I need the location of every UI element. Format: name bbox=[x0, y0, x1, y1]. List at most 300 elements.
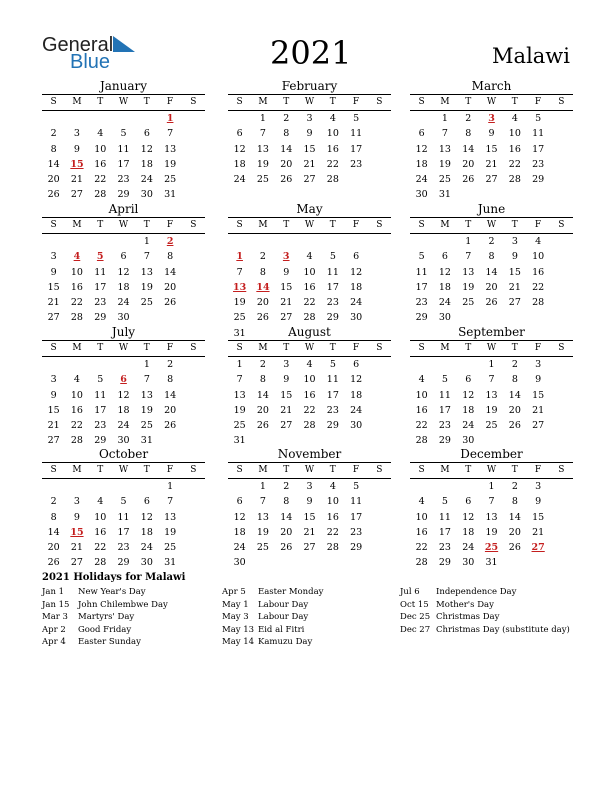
empty-cell bbox=[89, 357, 112, 372]
day-cell: 25 bbox=[256, 542, 269, 554]
month-september bbox=[410, 325, 573, 449]
day-cell: 10 bbox=[415, 511, 428, 523]
day-cell: 25 bbox=[164, 542, 177, 554]
day-cell: 3 bbox=[73, 496, 80, 508]
day-cell: 4 bbox=[97, 496, 104, 508]
empty-cell bbox=[228, 479, 251, 494]
day-cell: 29 bbox=[117, 557, 130, 569]
day-cell: 2 bbox=[167, 359, 174, 370]
day-cell: 7 bbox=[167, 496, 174, 508]
page-title-year: 2021 bbox=[270, 34, 352, 72]
day-cell: 18 bbox=[233, 526, 246, 538]
day-cell: 25 bbox=[485, 420, 498, 432]
day-cell: 7 bbox=[236, 266, 243, 278]
day-cell: 2 bbox=[488, 236, 495, 247]
day-grid bbox=[410, 234, 573, 326]
day-cell: 20 bbox=[280, 158, 293, 170]
day-cell: 3 bbox=[50, 374, 57, 386]
day-cell: 23 bbox=[438, 542, 451, 554]
day-cell: 12 bbox=[233, 511, 246, 523]
month-july bbox=[42, 325, 205, 449]
day-cell: 1 bbox=[259, 113, 266, 124]
day-cell: 22 bbox=[326, 526, 339, 538]
holiday-name: Kamuzu Day bbox=[258, 637, 313, 647]
weekday-header bbox=[42, 463, 205, 479]
day-cell: 20 bbox=[280, 526, 293, 538]
day-cell: 17 bbox=[326, 389, 339, 401]
day-cell: 26 bbox=[280, 542, 293, 554]
day-cell: 11 bbox=[94, 389, 107, 401]
empty-cell bbox=[410, 479, 433, 494]
day-cell: 21 bbox=[70, 542, 83, 554]
day-grid bbox=[42, 111, 205, 203]
day-cell: 29 bbox=[438, 435, 451, 447]
empty-cell bbox=[410, 234, 433, 249]
day-cell: 28 bbox=[415, 435, 428, 447]
day-cell: 3 bbox=[535, 359, 542, 370]
empty-cell bbox=[135, 479, 158, 494]
month-june bbox=[410, 202, 573, 326]
day-cell: 20 bbox=[256, 404, 269, 416]
day-cell: 24 bbox=[462, 420, 475, 432]
weekday-label: T bbox=[329, 220, 336, 230]
day-cell: 6 bbox=[418, 128, 425, 140]
day-cell: 29 bbox=[326, 312, 339, 324]
weekday-label: T bbox=[283, 465, 290, 475]
weekday-label: W bbox=[486, 220, 497, 230]
day-cell: 28 bbox=[70, 435, 83, 447]
weekday-label: T bbox=[329, 97, 336, 107]
day-cell: 30 bbox=[350, 312, 363, 324]
day-cell: 11 bbox=[415, 266, 428, 278]
weekday-label: F bbox=[534, 220, 542, 230]
day-cell: 24 bbox=[438, 297, 451, 309]
day-cell: 17 bbox=[438, 526, 451, 538]
day-cell: 22 bbox=[532, 281, 545, 293]
day-cell: 4 bbox=[329, 481, 336, 492]
empty-cell bbox=[112, 479, 135, 494]
day-cell: 7 bbox=[465, 251, 472, 263]
day-cell: 23 bbox=[438, 420, 451, 432]
day-cell: 6 bbox=[441, 251, 448, 263]
day-cell: 25 bbox=[233, 312, 246, 324]
day-cell: 9 bbox=[50, 389, 57, 401]
day-cell: 18 bbox=[117, 404, 130, 416]
day-cell: 24 bbox=[350, 297, 363, 309]
holiday-date: May 3 bbox=[222, 612, 249, 622]
month-may bbox=[228, 202, 391, 341]
day-cell: 9 bbox=[535, 496, 542, 508]
day-cell: 29 bbox=[350, 542, 363, 554]
empty-cell bbox=[228, 234, 251, 249]
day-cell: 24 bbox=[462, 542, 475, 554]
weekday-label: M bbox=[258, 220, 268, 230]
weekday-label: T bbox=[283, 343, 290, 353]
day-cell: 27 bbox=[303, 542, 316, 554]
day-cell: 18 bbox=[233, 158, 246, 170]
holiday-name: Christmas Day bbox=[436, 612, 500, 622]
day-cell: 4 bbox=[329, 113, 336, 124]
day-cell: 1 bbox=[167, 481, 174, 492]
day-cell: 6 bbox=[465, 374, 472, 386]
day-cell: 24 bbox=[233, 542, 246, 554]
day-cell: 22 bbox=[70, 297, 83, 309]
holiday-name: Good Friday bbox=[78, 624, 132, 635]
weekday-label: S bbox=[50, 343, 57, 353]
weekday-label: M bbox=[72, 97, 82, 107]
day-cell: 17 bbox=[438, 404, 451, 416]
day-cell: 18 bbox=[462, 526, 475, 538]
holiday-row bbox=[222, 636, 323, 649]
weekday-header bbox=[410, 218, 573, 234]
day-cell: 28 bbox=[94, 189, 107, 201]
day-cell: 12 bbox=[117, 266, 130, 278]
day-cell: 31 bbox=[140, 435, 153, 447]
weekday-label: T bbox=[97, 465, 104, 475]
weekday-label: M bbox=[440, 220, 450, 230]
logo-text-blue: Blue bbox=[70, 51, 111, 73]
day-cell: 16 bbox=[415, 404, 428, 416]
day-cell: 24 bbox=[140, 174, 153, 186]
day-cell: 8 bbox=[283, 496, 290, 508]
day-cell: 5 bbox=[441, 374, 448, 386]
day-cell: 4 bbox=[535, 236, 542, 247]
day-cell: 21 bbox=[47, 420, 60, 432]
empty-cell bbox=[42, 357, 65, 372]
weekday-label: F bbox=[166, 343, 174, 353]
weekday-label: M bbox=[258, 343, 268, 353]
holiday-day-cell: 14 bbox=[256, 281, 270, 293]
day-cell: 5 bbox=[418, 251, 425, 263]
day-cell: 18 bbox=[438, 281, 451, 293]
day-cell: 21 bbox=[485, 158, 498, 170]
day-cell: 24 bbox=[117, 297, 130, 309]
weekday-label: T bbox=[465, 343, 472, 353]
month-october bbox=[42, 447, 205, 571]
day-cell: 10 bbox=[326, 496, 339, 508]
day-grid bbox=[228, 479, 391, 571]
month-february bbox=[228, 79, 391, 187]
weekday-header bbox=[42, 95, 205, 111]
day-cell: 5 bbox=[97, 374, 104, 386]
holidays-title: 2021 Holidays for Malawi bbox=[42, 572, 186, 583]
weekday-label: T bbox=[143, 343, 150, 353]
day-cell: 17 bbox=[94, 404, 107, 416]
empty-cell bbox=[42, 111, 65, 126]
day-cell: 6 bbox=[236, 128, 243, 140]
day-cell: 21 bbox=[280, 404, 293, 416]
month-title: December bbox=[410, 447, 573, 463]
day-cell: 21 bbox=[508, 281, 521, 293]
month-march bbox=[410, 79, 573, 203]
day-cell: 28 bbox=[326, 174, 339, 186]
holiday-day-cell: 1 bbox=[236, 251, 243, 263]
holiday-date: Mar 3 bbox=[42, 612, 68, 622]
day-cell: 27 bbox=[70, 189, 83, 201]
day-cell: 24 bbox=[415, 174, 428, 186]
day-cell: 11 bbox=[350, 496, 363, 508]
day-cell: 23 bbox=[350, 526, 363, 538]
day-cell: 16 bbox=[326, 143, 339, 155]
weekday-label: S bbox=[50, 220, 57, 230]
day-cell: 2 bbox=[511, 359, 518, 370]
weekday-label: S bbox=[418, 343, 425, 353]
day-cell: 5 bbox=[441, 496, 448, 508]
weekday-label: F bbox=[352, 97, 360, 107]
day-cell: 8 bbox=[283, 128, 290, 140]
day-cell: 27 bbox=[303, 174, 316, 186]
day-cell: 5 bbox=[535, 113, 542, 124]
day-cell: 28 bbox=[70, 312, 83, 324]
day-cell: 3 bbox=[306, 481, 313, 492]
weekday-header bbox=[228, 463, 391, 479]
day-grid bbox=[410, 357, 573, 449]
empty-cell bbox=[457, 479, 480, 494]
day-cell: 25 bbox=[462, 297, 475, 309]
day-cell: 29 bbox=[94, 312, 107, 324]
day-cell: 4 bbox=[73, 374, 80, 386]
day-cell: 19 bbox=[140, 281, 153, 293]
weekday-label: T bbox=[97, 97, 104, 107]
day-cell: 1 bbox=[143, 236, 150, 247]
day-cell: 9 bbox=[50, 266, 57, 278]
empty-cell bbox=[89, 234, 112, 249]
day-cell: 9 bbox=[283, 266, 290, 278]
month-january bbox=[42, 79, 205, 203]
weekday-label: T bbox=[143, 220, 150, 230]
day-cell: 28 bbox=[303, 312, 316, 324]
holiday-date: Oct 15 bbox=[400, 599, 429, 610]
day-cell: 14 bbox=[462, 143, 475, 155]
holiday-day-cell: 13 bbox=[233, 281, 247, 293]
day-cell: 14 bbox=[508, 511, 521, 523]
day-cell: 23 bbox=[532, 158, 545, 170]
day-cell: 22 bbox=[70, 420, 83, 432]
empty-cell bbox=[89, 479, 112, 494]
weekday-label: W bbox=[486, 97, 497, 107]
day-cell: 1 bbox=[236, 359, 243, 370]
day-cell: 10 bbox=[303, 374, 316, 386]
day-cell: 16 bbox=[326, 511, 339, 523]
day-cell: 12 bbox=[117, 389, 130, 401]
day-cell: 10 bbox=[532, 251, 545, 263]
day-cell: 30 bbox=[415, 189, 428, 201]
day-cell: 26 bbox=[164, 297, 177, 309]
day-cell: 3 bbox=[73, 128, 80, 140]
holiday-date: Jul 6 bbox=[400, 587, 420, 597]
day-cell: 5 bbox=[353, 481, 360, 492]
month-title: November bbox=[228, 447, 391, 463]
empty-cell bbox=[65, 357, 88, 372]
day-cell: 5 bbox=[120, 128, 127, 140]
day-cell: 14 bbox=[508, 389, 521, 401]
day-cell: 8 bbox=[511, 496, 518, 508]
weekday-header bbox=[410, 463, 573, 479]
weekday-label: F bbox=[352, 465, 360, 475]
weekday-label: S bbox=[418, 97, 425, 107]
holiday-row bbox=[222, 611, 323, 624]
day-cell: 15 bbox=[303, 143, 316, 155]
month-title: August bbox=[228, 325, 391, 341]
day-cell: 16 bbox=[70, 404, 83, 416]
day-cell: 22 bbox=[415, 420, 428, 432]
holiday-row bbox=[400, 599, 570, 612]
holiday-date: Apr 5 bbox=[222, 587, 246, 597]
day-cell: 11 bbox=[532, 128, 545, 140]
day-grid bbox=[42, 234, 205, 326]
day-cell: 13 bbox=[485, 389, 498, 401]
day-cell: 10 bbox=[70, 266, 83, 278]
weekday-label: W bbox=[304, 97, 315, 107]
holiday-name: John Chilembwe Day bbox=[78, 599, 168, 610]
day-cell: 26 bbox=[508, 420, 521, 432]
day-cell: 20 bbox=[508, 526, 521, 538]
day-cell: 13 bbox=[140, 389, 153, 401]
day-cell: 3 bbox=[511, 236, 518, 247]
weekday-label: S bbox=[236, 220, 243, 230]
day-cell: 23 bbox=[350, 158, 363, 170]
holiday-row bbox=[42, 611, 168, 624]
day-cell: 4 bbox=[418, 496, 425, 508]
day-cell: 22 bbox=[303, 297, 316, 309]
day-cell: 21 bbox=[303, 158, 316, 170]
empty-cell bbox=[433, 234, 456, 249]
month-title: October bbox=[42, 447, 205, 463]
day-cell: 25 bbox=[438, 174, 451, 186]
day-cell: 12 bbox=[415, 143, 428, 155]
day-cell: 6 bbox=[353, 359, 360, 370]
day-cell: 19 bbox=[140, 404, 153, 416]
day-cell: 23 bbox=[117, 174, 130, 186]
day-cell: 26 bbox=[47, 557, 60, 569]
day-cell: 9 bbox=[488, 128, 495, 140]
day-cell: 19 bbox=[164, 158, 177, 170]
day-cell: 25 bbox=[164, 174, 177, 186]
weekday-label: M bbox=[72, 465, 82, 475]
holiday-date: Dec 27 bbox=[400, 624, 431, 635]
day-cell: 6 bbox=[120, 251, 127, 263]
day-cell: 14 bbox=[47, 526, 60, 538]
day-cell: 7 bbox=[143, 374, 150, 386]
day-cell: 9 bbox=[306, 496, 313, 508]
holiday-date: Jan 15 bbox=[42, 599, 70, 610]
day-cell: 26 bbox=[485, 297, 498, 309]
day-cell: 30 bbox=[140, 557, 153, 569]
day-cell: 24 bbox=[350, 404, 363, 416]
holiday-date: Dec 25 bbox=[400, 612, 431, 622]
holiday-name: Easter Sunday bbox=[78, 637, 141, 647]
day-cell: 19 bbox=[233, 404, 246, 416]
holiday-row bbox=[400, 624, 570, 637]
empty-cell bbox=[65, 111, 88, 126]
day-cell: 9 bbox=[283, 374, 290, 386]
empty-cell bbox=[42, 234, 65, 249]
day-cell: 31 bbox=[233, 327, 246, 339]
day-cell: 4 bbox=[306, 251, 313, 263]
day-cell: 30 bbox=[117, 312, 130, 324]
day-cell: 29 bbox=[532, 174, 545, 186]
holiday-name: Easter Monday bbox=[258, 587, 324, 597]
day-cell: 30 bbox=[140, 189, 153, 201]
day-cell: 9 bbox=[511, 251, 518, 263]
day-cell: 17 bbox=[415, 281, 428, 293]
day-cell: 30 bbox=[117, 435, 130, 447]
weekday-label: S bbox=[190, 97, 197, 107]
day-cell: 11 bbox=[117, 511, 130, 523]
day-cell: 10 bbox=[70, 389, 83, 401]
day-cell: 23 bbox=[94, 297, 107, 309]
day-cell: 3 bbox=[50, 251, 57, 263]
weekday-label: F bbox=[166, 97, 174, 107]
weekday-label: F bbox=[534, 343, 542, 353]
day-cell: 27 bbox=[280, 312, 293, 324]
weekday-label: S bbox=[50, 97, 57, 107]
day-cell: 20 bbox=[47, 542, 60, 554]
day-cell: 16 bbox=[303, 281, 316, 293]
month-december bbox=[410, 447, 573, 571]
day-cell: 7 bbox=[236, 374, 243, 386]
holiday-day-cell: 3 bbox=[488, 113, 495, 124]
empty-cell bbox=[410, 111, 433, 126]
holiday-row bbox=[400, 611, 570, 624]
weekday-label: W bbox=[118, 343, 129, 353]
weekday-header bbox=[42, 341, 205, 357]
day-cell: 18 bbox=[415, 158, 428, 170]
day-cell: 19 bbox=[462, 281, 475, 293]
day-cell: 7 bbox=[488, 496, 495, 508]
day-cell: 8 bbox=[259, 266, 266, 278]
day-cell: 19 bbox=[256, 158, 269, 170]
day-cell: 13 bbox=[438, 143, 451, 155]
holiday-row bbox=[222, 624, 323, 637]
weekday-label: T bbox=[97, 220, 104, 230]
day-cell: 23 bbox=[326, 404, 339, 416]
holiday-name: Eid al Fitri bbox=[258, 624, 305, 635]
day-cell: 19 bbox=[233, 297, 246, 309]
weekday-label: S bbox=[376, 97, 383, 107]
month-august bbox=[228, 325, 391, 449]
holiday-date: Apr 2 bbox=[42, 624, 66, 635]
month-title: February bbox=[228, 79, 391, 95]
day-cell: 13 bbox=[485, 511, 498, 523]
day-cell: 15 bbox=[508, 266, 521, 278]
month-title: September bbox=[410, 325, 573, 341]
day-cell: 1 bbox=[488, 359, 495, 370]
weekday-label: W bbox=[304, 343, 315, 353]
day-cell: 5 bbox=[329, 359, 336, 370]
weekday-label: F bbox=[166, 465, 174, 475]
weekday-label: F bbox=[352, 220, 360, 230]
day-cell: 12 bbox=[350, 374, 363, 386]
weekday-label: W bbox=[304, 220, 315, 230]
day-cell: 20 bbox=[462, 158, 475, 170]
weekday-label: W bbox=[304, 465, 315, 475]
day-cell: 22 bbox=[326, 158, 339, 170]
weekday-label: M bbox=[72, 343, 82, 353]
empty-cell bbox=[410, 357, 433, 372]
country-name: Malawi bbox=[492, 44, 570, 68]
day-cell: 20 bbox=[164, 404, 177, 416]
weekday-label: T bbox=[465, 220, 472, 230]
empty-cell bbox=[344, 234, 367, 249]
weekday-label: S bbox=[376, 343, 383, 353]
weekday-header bbox=[228, 95, 391, 111]
weekday-label: T bbox=[283, 97, 290, 107]
weekday-label: W bbox=[486, 343, 497, 353]
day-cell: 17 bbox=[326, 281, 339, 293]
day-cell: 13 bbox=[462, 266, 475, 278]
day-cell: 7 bbox=[488, 374, 495, 386]
